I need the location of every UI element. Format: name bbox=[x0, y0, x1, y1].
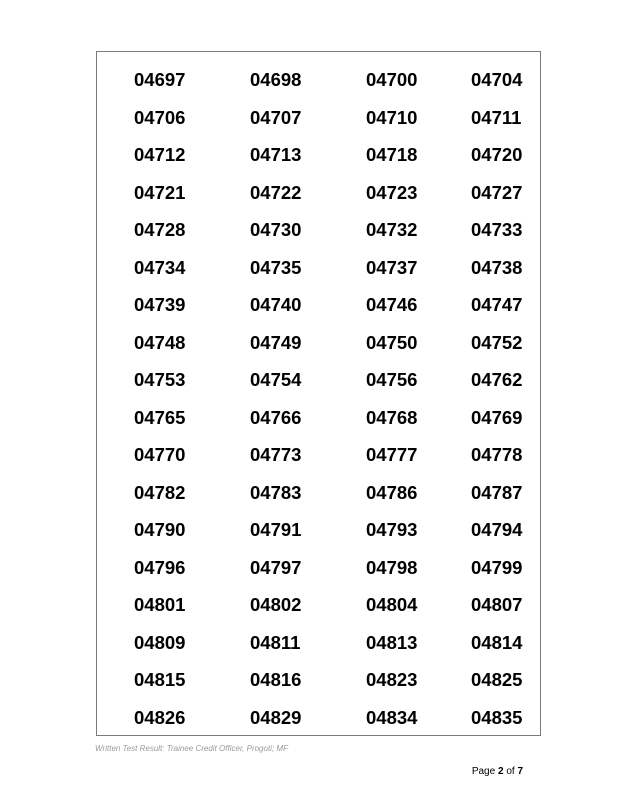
roll-number: 04768 bbox=[366, 406, 418, 428]
table-row bbox=[97, 324, 540, 361]
roll-number: 04713 bbox=[250, 144, 302, 165]
roll-number: 04728 bbox=[134, 219, 186, 240]
roll-number: 04811 bbox=[250, 631, 301, 653]
roll-number: 04777 bbox=[366, 444, 418, 465]
roll-number: 04797 bbox=[250, 556, 302, 578]
roll-number: 04790 bbox=[134, 519, 186, 540]
table-row bbox=[97, 99, 540, 136]
table-row bbox=[97, 136, 540, 173]
page-number bbox=[472, 766, 523, 777]
roll-number: 04706 bbox=[134, 106, 186, 128]
roll-number: 04814 bbox=[471, 631, 523, 653]
roll-number: 04829 bbox=[250, 706, 302, 728]
table-row bbox=[97, 661, 540, 698]
table-row bbox=[97, 61, 540, 98]
roll-number: 04747 bbox=[471, 294, 523, 315]
roll-number: 04801 bbox=[134, 594, 186, 615]
roll-number: 04734 bbox=[134, 256, 186, 278]
roll-number: 04782 bbox=[134, 481, 186, 503]
roll-number: 04721 bbox=[134, 181, 186, 203]
roll-number: 04762 bbox=[471, 369, 523, 390]
roll-number: 04730 bbox=[250, 219, 302, 240]
roll-number: 04738 bbox=[471, 256, 523, 278]
roll-number: 04825 bbox=[471, 669, 523, 690]
table-row bbox=[97, 549, 540, 586]
roll-number: 04739 bbox=[134, 294, 186, 315]
roll-number: 04720 bbox=[471, 144, 523, 165]
table-row bbox=[97, 399, 540, 436]
roll-number: 04737 bbox=[366, 256, 418, 278]
roll-number: 04711 bbox=[471, 106, 522, 128]
roll-number: 04722 bbox=[250, 181, 302, 203]
table-row bbox=[97, 211, 540, 248]
page-total: 7 bbox=[517, 766, 523, 777]
roll-number: 04773 bbox=[250, 444, 302, 465]
roll-number: 04799 bbox=[471, 556, 523, 578]
roll-number: 04752 bbox=[471, 331, 523, 353]
roll-number: 04718 bbox=[366, 144, 418, 165]
table-row bbox=[97, 474, 540, 511]
roll-number: 04823 bbox=[366, 669, 418, 690]
roll-number: 04809 bbox=[134, 631, 186, 653]
roll-number: 04783 bbox=[250, 481, 302, 503]
roll-number: 04766 bbox=[250, 406, 302, 428]
roll-number: 04816 bbox=[250, 669, 302, 690]
roll-number: 04740 bbox=[250, 294, 302, 315]
roll-number: 04769 bbox=[471, 406, 523, 428]
roll-number: 04727 bbox=[471, 181, 523, 203]
table-row bbox=[97, 286, 540, 323]
roll-number: 04698 bbox=[250, 69, 302, 90]
page-current: 2 bbox=[497, 766, 504, 777]
roll-number: 04748 bbox=[134, 331, 186, 353]
roll-number: 04835 bbox=[471, 706, 523, 728]
roll-number: 04793 bbox=[366, 519, 418, 540]
page-prefix: Page bbox=[471, 766, 496, 777]
table-row bbox=[97, 511, 540, 548]
roll-number: 04802 bbox=[250, 594, 302, 615]
roll-number: 04791 bbox=[250, 519, 302, 540]
roll-number: 04813 bbox=[366, 631, 418, 653]
roll-number: 04787 bbox=[471, 481, 523, 503]
roll-number: 04796 bbox=[134, 556, 186, 578]
roll-number: 04712 bbox=[134, 144, 186, 165]
roll-number: 04732 bbox=[366, 219, 418, 240]
roll-number: 04733 bbox=[471, 219, 523, 240]
roll-number: 04700 bbox=[366, 69, 418, 90]
roll-number: 04798 bbox=[366, 556, 418, 578]
roll-number: 04754 bbox=[250, 369, 302, 390]
page-of: of bbox=[506, 766, 515, 777]
table-row bbox=[97, 174, 540, 211]
roll-number: 04746 bbox=[366, 294, 418, 315]
roll-number: 04765 bbox=[134, 406, 186, 428]
table-row bbox=[97, 586, 540, 623]
roll-number: 04704 bbox=[471, 69, 523, 90]
roll-number: 04834 bbox=[366, 706, 418, 728]
roll-number: 04753 bbox=[134, 369, 186, 390]
table-row bbox=[97, 699, 540, 736]
roll-number: 04826 bbox=[134, 706, 186, 728]
table-row bbox=[97, 436, 540, 473]
roll-number: 04807 bbox=[471, 594, 523, 615]
roll-number: 04750 bbox=[366, 331, 418, 353]
roll-number: 04804 bbox=[366, 594, 418, 615]
table-row bbox=[97, 361, 540, 398]
roll-number: 04794 bbox=[471, 519, 523, 540]
roll-number: 04707 bbox=[250, 106, 302, 128]
roll-number: 04815 bbox=[134, 669, 186, 690]
roll-number: 04756 bbox=[366, 369, 418, 390]
table-row bbox=[97, 249, 540, 286]
roll-number: 04697 bbox=[134, 69, 186, 90]
roll-number: 04749 bbox=[250, 331, 302, 353]
footer-note: Written Test Result: Trainee Credit Officer, Progoti; MF bbox=[95, 744, 288, 753]
roll-number: 04770 bbox=[134, 444, 186, 465]
roll-number: 04710 bbox=[366, 106, 418, 128]
table-row bbox=[97, 624, 540, 661]
roll-number: 04786 bbox=[366, 481, 418, 503]
roll-number: 04735 bbox=[250, 256, 302, 278]
results-table bbox=[96, 51, 541, 736]
roll-number: 04778 bbox=[471, 444, 523, 465]
roll-number: 04723 bbox=[366, 181, 418, 203]
